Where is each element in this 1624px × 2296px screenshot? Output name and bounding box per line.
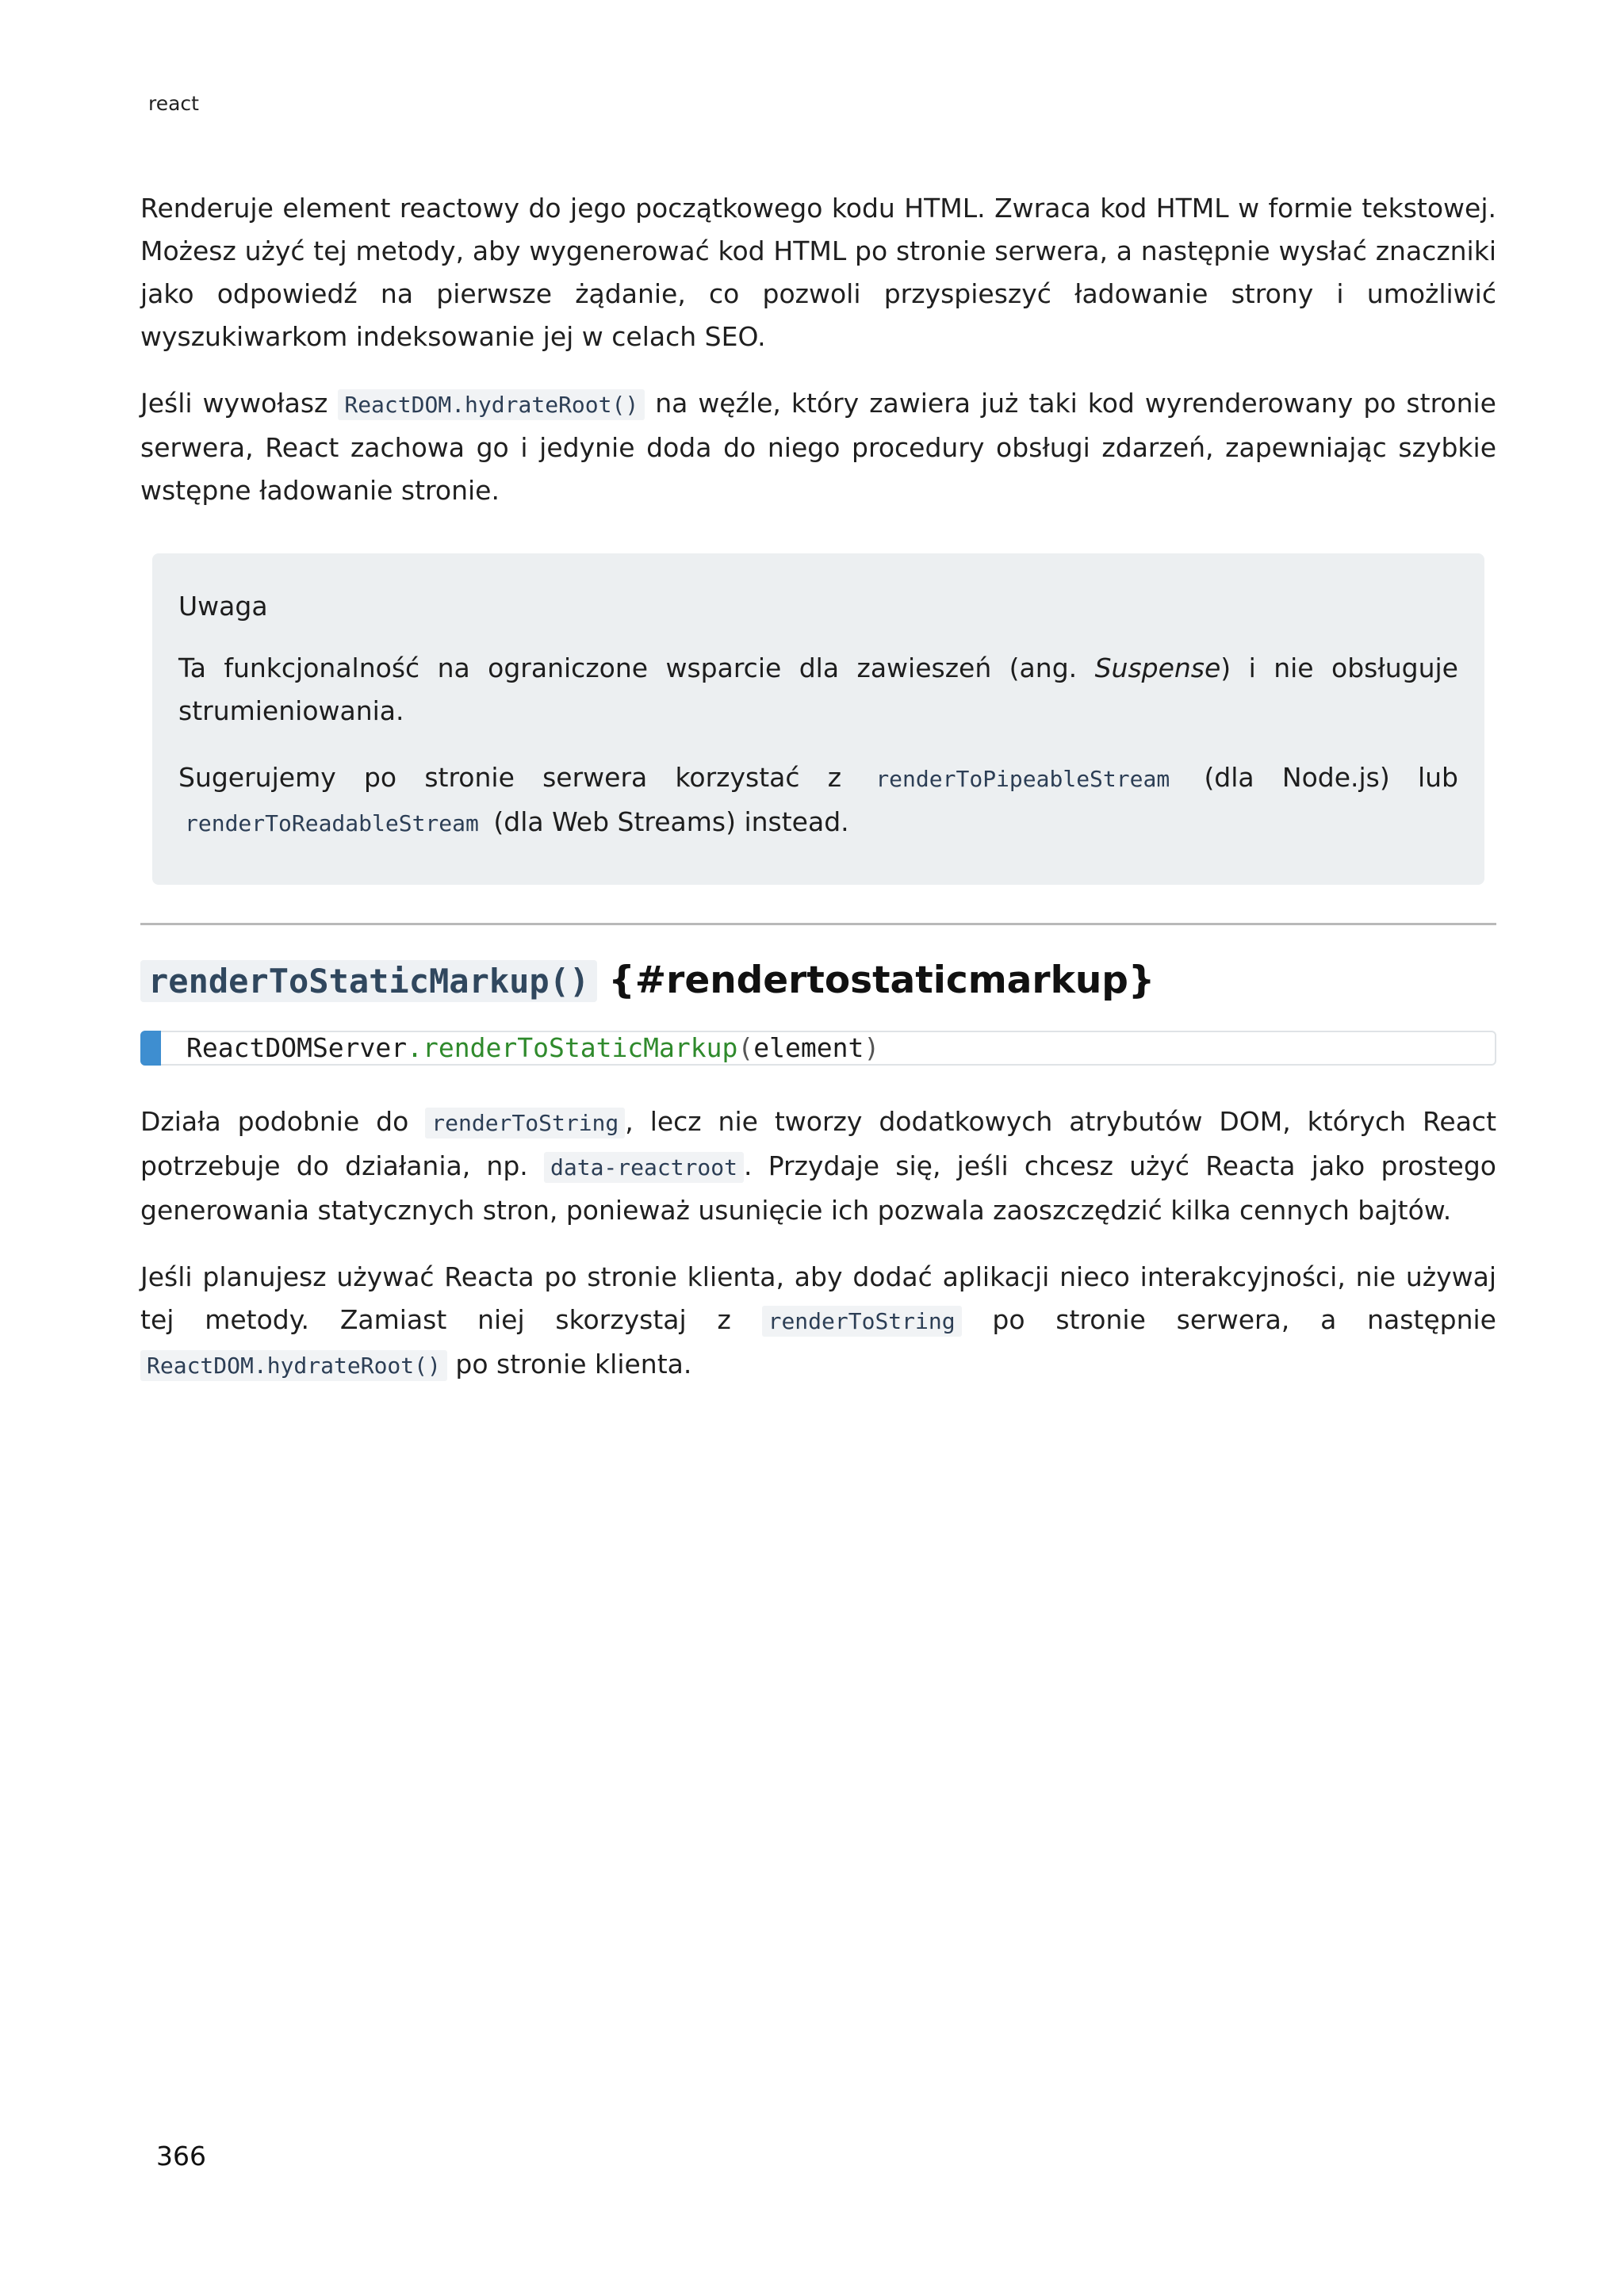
code-function: renderToStaticMarkup (423, 1032, 738, 1063)
text: po stronie serwera, a następnie (992, 1304, 1496, 1335)
code-paren-close: ) (864, 1032, 880, 1063)
code-paren-open: ( (737, 1032, 754, 1063)
code-object: ReactDOMServer (186, 1032, 408, 1063)
text: na węźle, który zawiera już taki kod wyrenderowany po stronie serwera, React zachowa go i jedynie doda do niego procedury obsługi zdarzeń, zapewniając szybkie wstępne ładowanie stronie. (140, 388, 1496, 506)
emphasis: Suspense (1094, 652, 1221, 683)
page-number: 366 (156, 2141, 206, 2172)
inline-code: ReactDOM.hydrateRoot() (140, 1350, 447, 1381)
code-argument: element (753, 1032, 864, 1063)
note-title: Uwaga (178, 591, 268, 622)
text: (dla Web Streams) instead. (493, 806, 849, 837)
page-content (140, 187, 1496, 1411)
note-box (152, 553, 1484, 885)
inline-code: renderToReadableStream (185, 810, 479, 836)
running-header: react (148, 92, 199, 115)
text: , lecz nie tworzy dodatkowych atrybutów DOM, których React potrzebuje do działania, np. (140, 1106, 1497, 1181)
code-dot: . (407, 1032, 423, 1063)
paragraph-hydrate-root (140, 382, 1496, 512)
text: (dla Node.js) lub (1204, 762, 1458, 793)
note-line-suggestion (178, 756, 1458, 845)
text: Sugerujemy po stronie serwera korzystać z (178, 762, 842, 793)
text: Jeśli planujesz używać Reacta po stronie klienta, aby dodać aplikacji nieco interakcyjności, nie używaj tej metody. Zamiast niej skorzystaj z (140, 1261, 1496, 1335)
section-divider (140, 923, 1496, 925)
section-heading (140, 955, 1496, 1007)
text: Działa podobnie do (140, 1106, 409, 1137)
paragraph-client-usage (140, 1256, 1496, 1387)
inline-code: renderToString (425, 1108, 625, 1138)
code-block-marker (140, 1031, 161, 1066)
text: Ta funkcjonalność na ograniczone wsparcie dla zawieszeń (ang. (178, 652, 1078, 683)
code-block (140, 1031, 1496, 1066)
text: ) i nie obsługuje strumieniowania. (178, 652, 1458, 726)
heading-code: renderToStaticMarkup() (140, 960, 597, 1002)
inline-code: renderToString (762, 1306, 962, 1337)
inline-code: data-reactroot (544, 1152, 744, 1183)
text: po stronie klienta. (455, 1349, 692, 1380)
inline-code: renderToPipeableStream (875, 766, 1170, 792)
note-line-suspense (178, 647, 1458, 733)
paragraph-render-to-string-desc: Renderuje element reactowy do jego początkowego kodu HTML. Zwraca kod HTML w formie tekstowej. Możesz użyć tej metody, aby wygenerować kod HTML po stronie serwera, a następnie wysłać znaczniki jako odpowiedź na pierwsze żądanie, co pozwoli przyspieszyć ładowanie strony i umożliwić wyszukiwarkom indeksowanie jej w celach SEO. (140, 193, 1496, 352)
text: Jeśli wywołasz (140, 388, 328, 419)
text: . Przydaje się, jeśli chcesz użyć Reacta jako prostego generowania statycznych stron, ponieważ usunięcie ich pozwala zaoszczędzić kilka cennych bajtów. (140, 1150, 1496, 1226)
code-line (186, 1032, 879, 1064)
inline-code: ReactDOM.hydrateRoot() (338, 389, 645, 420)
heading-anchor: {#rendertostaticmarkup} (608, 959, 1155, 1002)
paragraph-static-markup (140, 1100, 1496, 1232)
